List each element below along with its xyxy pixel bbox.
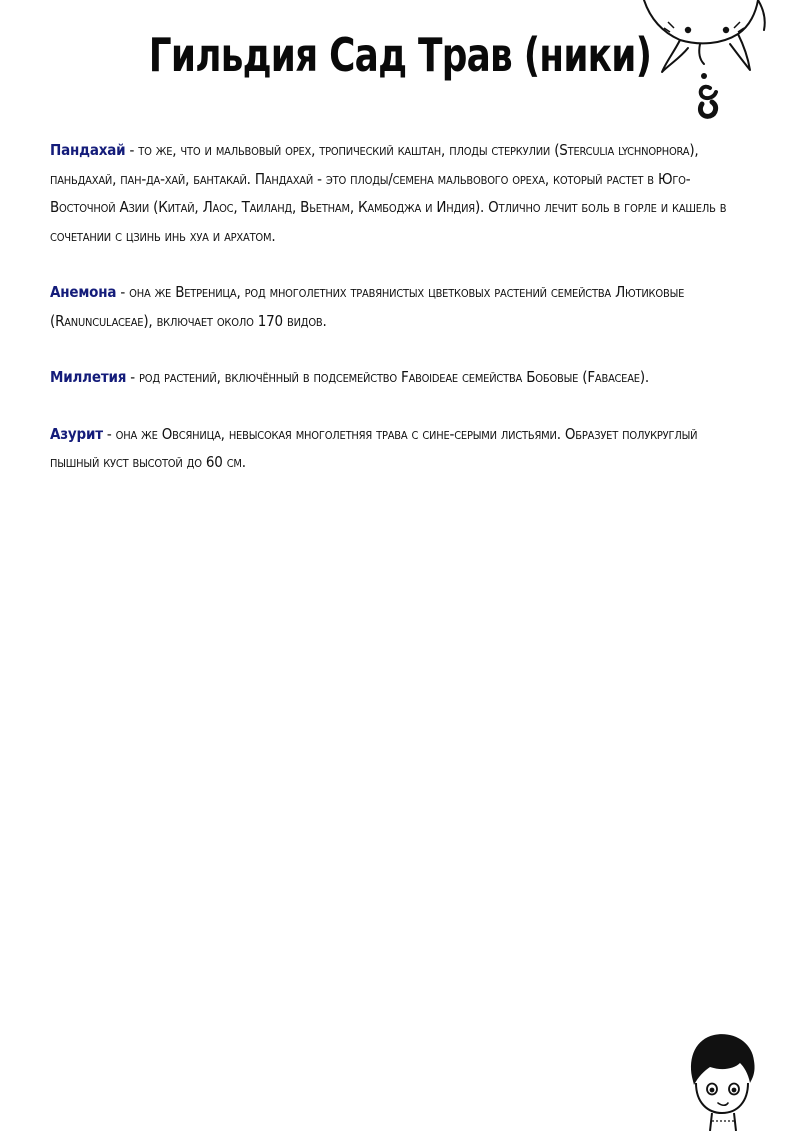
- glossary-entry: [50, 363, 750, 392]
- page-title: Гильдия Сад Трав (ники): [148, 28, 652, 82]
- glossary-entry: [50, 420, 750, 477]
- glossary-definition: - род растений, включённый в подсемейство Faboideae семейства Бобовые (Fabaceae).: [126, 368, 649, 386]
- glossary-list: [50, 136, 750, 505]
- glossary-definition: - она же Ветреница, род многолетних травянистых цветковых растений семейства Лютиковые (Ranunculaceae), включает около 170 видов.: [50, 283, 685, 330]
- glossary-term: Анемона: [50, 283, 117, 301]
- glossary-term: Азурит: [50, 424, 103, 443]
- glossary-definition: - она же Овсяница, невысокая многолетняя трава с сине-серыми листьями. Образует полукруглый пышный куст высотой до 60 см.: [50, 424, 698, 471]
- glossary-entry: [50, 136, 750, 250]
- glossary-definition: - то же, что и мальвовый орех, тропический каштан, плоды стеркулии (Sterculia lychnophora), паньдахай, пан-да-хай, бантакай. Пандахай - это плоды/семена мальвового ореха, который растет в Юго-Восточной Азии (Китай, Лаос, Таиланд, Вьетнам, Камбоджа и Индия). Отлично лечит боль в горле и кашель в сочетании с цзинь инь хуа и архатом.: [50, 141, 727, 245]
- glossary-entry: [50, 278, 750, 335]
- chibi-boy-doodle: [682, 1027, 762, 1131]
- chibi-creature-doodle: [640, 0, 770, 130]
- glossary-term: Миллетия: [50, 368, 127, 386]
- glossary-term: Пандахай: [50, 141, 126, 159]
